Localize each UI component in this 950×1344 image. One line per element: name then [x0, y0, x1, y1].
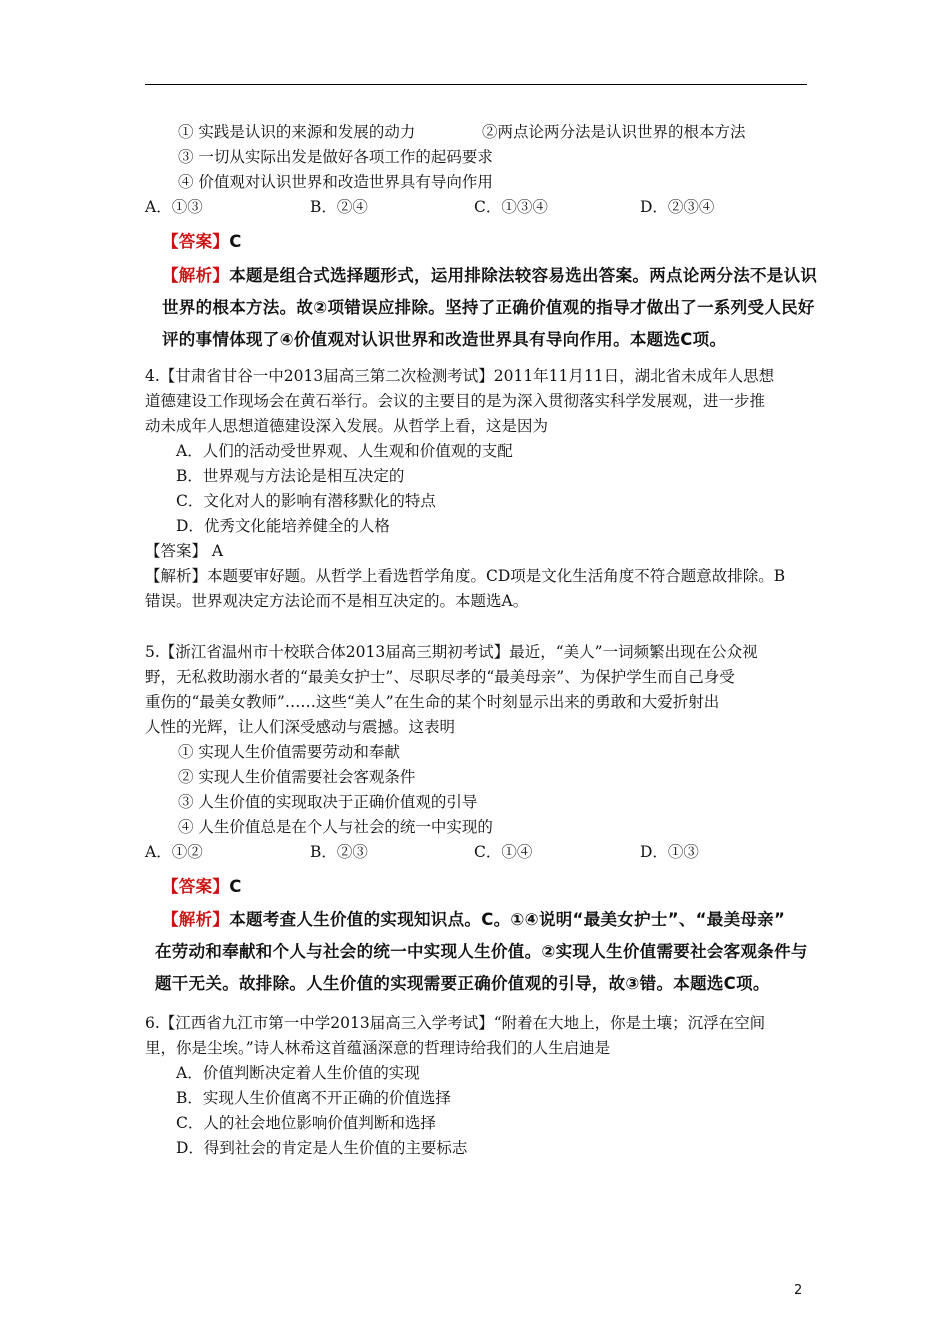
q6-choice-a: A．价值判断决定着人生价值的实现: [176, 1064, 420, 1082]
q3-option-d: D．②③④: [640, 198, 715, 216]
q5-option-b: B．②③: [310, 843, 368, 861]
q5-stem-line-4: 人性的光辉，让人们深受感动与震撼。这表明: [145, 718, 456, 736]
q5-option-c: C．①④: [474, 843, 533, 861]
q5-stem-line-3: 重伤的“最美女教师”……这些“美人”在生命的某个时刻显示出来的勇敢和大爱折射出: [145, 693, 720, 711]
q5-answer-value: C: [229, 877, 242, 896]
q5-answer: [162, 877, 242, 897]
q4-stem-line-1: 4.【甘肃省甘谷一中2013届高三第二次检测考试】2011年11月11日，湖北省未成年人思想: [145, 367, 775, 385]
q3-item-1: ① 实践是认识的来源和发展的动力: [178, 123, 416, 141]
q4-stem-line-2: 道德建设工作现场会在黄石举行。会议的主要目的是为深入贯彻落实科学发展观，进一步推: [145, 392, 766, 410]
q3-answer-tag: 【答案】: [162, 232, 230, 251]
q6-stem-line-1: 6.【江西省九江市第一中学2013届高三入学考试】“附着在大地上，你是土壤；沉浮在空间: [145, 1014, 766, 1032]
q5-analysis-line-1: 【解析】本题考查人生价值的实现知识点。C。①④说明“最美女护士”、“最美母亲”: [162, 910, 786, 929]
q5-answer-tag: 【答案】: [162, 877, 230, 896]
q3-item-3: ③ 一切从实际出发是做好各项工作的起码要求: [178, 148, 493, 166]
q5-option-a: A．①②: [145, 843, 203, 861]
q3-option-b: B．②④: [310, 198, 368, 216]
q5-option-d: D．①③: [640, 843, 699, 861]
q4-answer: 【答案】 A: [145, 542, 224, 560]
q4-choice-c: C．文化对人的影响有潜移默化的特点: [176, 492, 436, 510]
q4-stem-line-3: 动未成年人思想道德建设深入发展。从哲学上看，这是因为: [145, 417, 549, 435]
q3-analysis-line-1: 【解析】本题是组合式选择题形式，运用排除法较容易选出答案。两点论两分法不是认识: [162, 266, 818, 285]
q5-item-2: ② 实现人生价值需要社会客观条件: [178, 768, 416, 786]
q4-analysis-line-1: 【解析】本题要审好题。从哲学上看选哲学角度。CD项是文化生活角度不符合题意故排除。B: [145, 567, 786, 585]
q5-analysis-line-3: 题干无关。故排除。人生价值的实现需要正确价值观的引导，故③错。本题选C项。: [155, 974, 770, 993]
q6-stem-line-2: 里，你是尘埃。”诗人林希这首蕴涵深意的哲理诗给我们的人生启迪是: [145, 1039, 611, 1057]
q3-analysis-line-3: 评的事情体现了④价值观对认识世界和改造世界具有导向作用。本题选C项。: [162, 330, 727, 349]
q3-answer-value: C: [229, 232, 242, 251]
q4-choice-b: B．世界观与方法论是相互决定的: [176, 467, 405, 485]
q4-choice-d: D．优秀文化能培养健全的人格: [176, 517, 390, 535]
q3-answer: [162, 232, 242, 252]
q4-analysis-line-2: 错误。世界观决定方法论而不是相互决定的。本题选A。: [145, 592, 529, 610]
q5-stem-line-2: 野，无私救助溺水者的“最美女护士”、尽职尽孝的“最美母亲”、为保护学生而自己身受: [145, 668, 735, 686]
q5-analysis-line-2: 在劳动和奉献和个人与社会的统一中实现人生价值。②实现人生价值需要社会客观条件与: [155, 942, 808, 961]
q3-option-c: C．①③④: [474, 198, 548, 216]
q5-item-3: ③ 人生价值的实现取决于正确价值观的引导: [178, 793, 478, 811]
q6-choice-c: C．人的社会地位影响价值判断和选择: [176, 1114, 436, 1132]
q3-analysis-tag: 【解析】: [162, 266, 230, 285]
q6-choice-d: D．得到社会的肯定是人生价值的主要标志: [176, 1139, 468, 1157]
q5-item-4: ④ 人生价值总是在个人与社会的统一中实现的: [178, 818, 493, 836]
q3-analysis-line-2: 世界的根本方法。故②项错误应排除。坚持了正确价值观的指导才做出了一系列受人民好: [162, 298, 815, 317]
q3-option-a: A．①③: [145, 198, 203, 216]
header-rule: [145, 84, 807, 85]
q3-item-4: ④ 价值观对认识世界和改造世界具有导向作用: [178, 173, 493, 191]
q4-choice-a: A．人们的活动受世界观、人生观和价值观的支配: [176, 442, 513, 460]
q5-stem-line-1: 5.【浙江省温州市十校联合体2013届高三期初考试】最近，“美人”一词频繁出现在公众视: [145, 643, 758, 661]
q6-choice-b: B．实现人生价值离不开正确的价值选择: [176, 1089, 451, 1107]
page-number: 2: [794, 1283, 803, 1298]
q3-item-2: ②两点论两分法是认识世界的根本方法: [482, 123, 746, 141]
q5-analysis-tag: 【解析】: [162, 910, 230, 929]
q5-item-1: ① 实现人生价值需要劳动和奉献: [178, 743, 400, 761]
